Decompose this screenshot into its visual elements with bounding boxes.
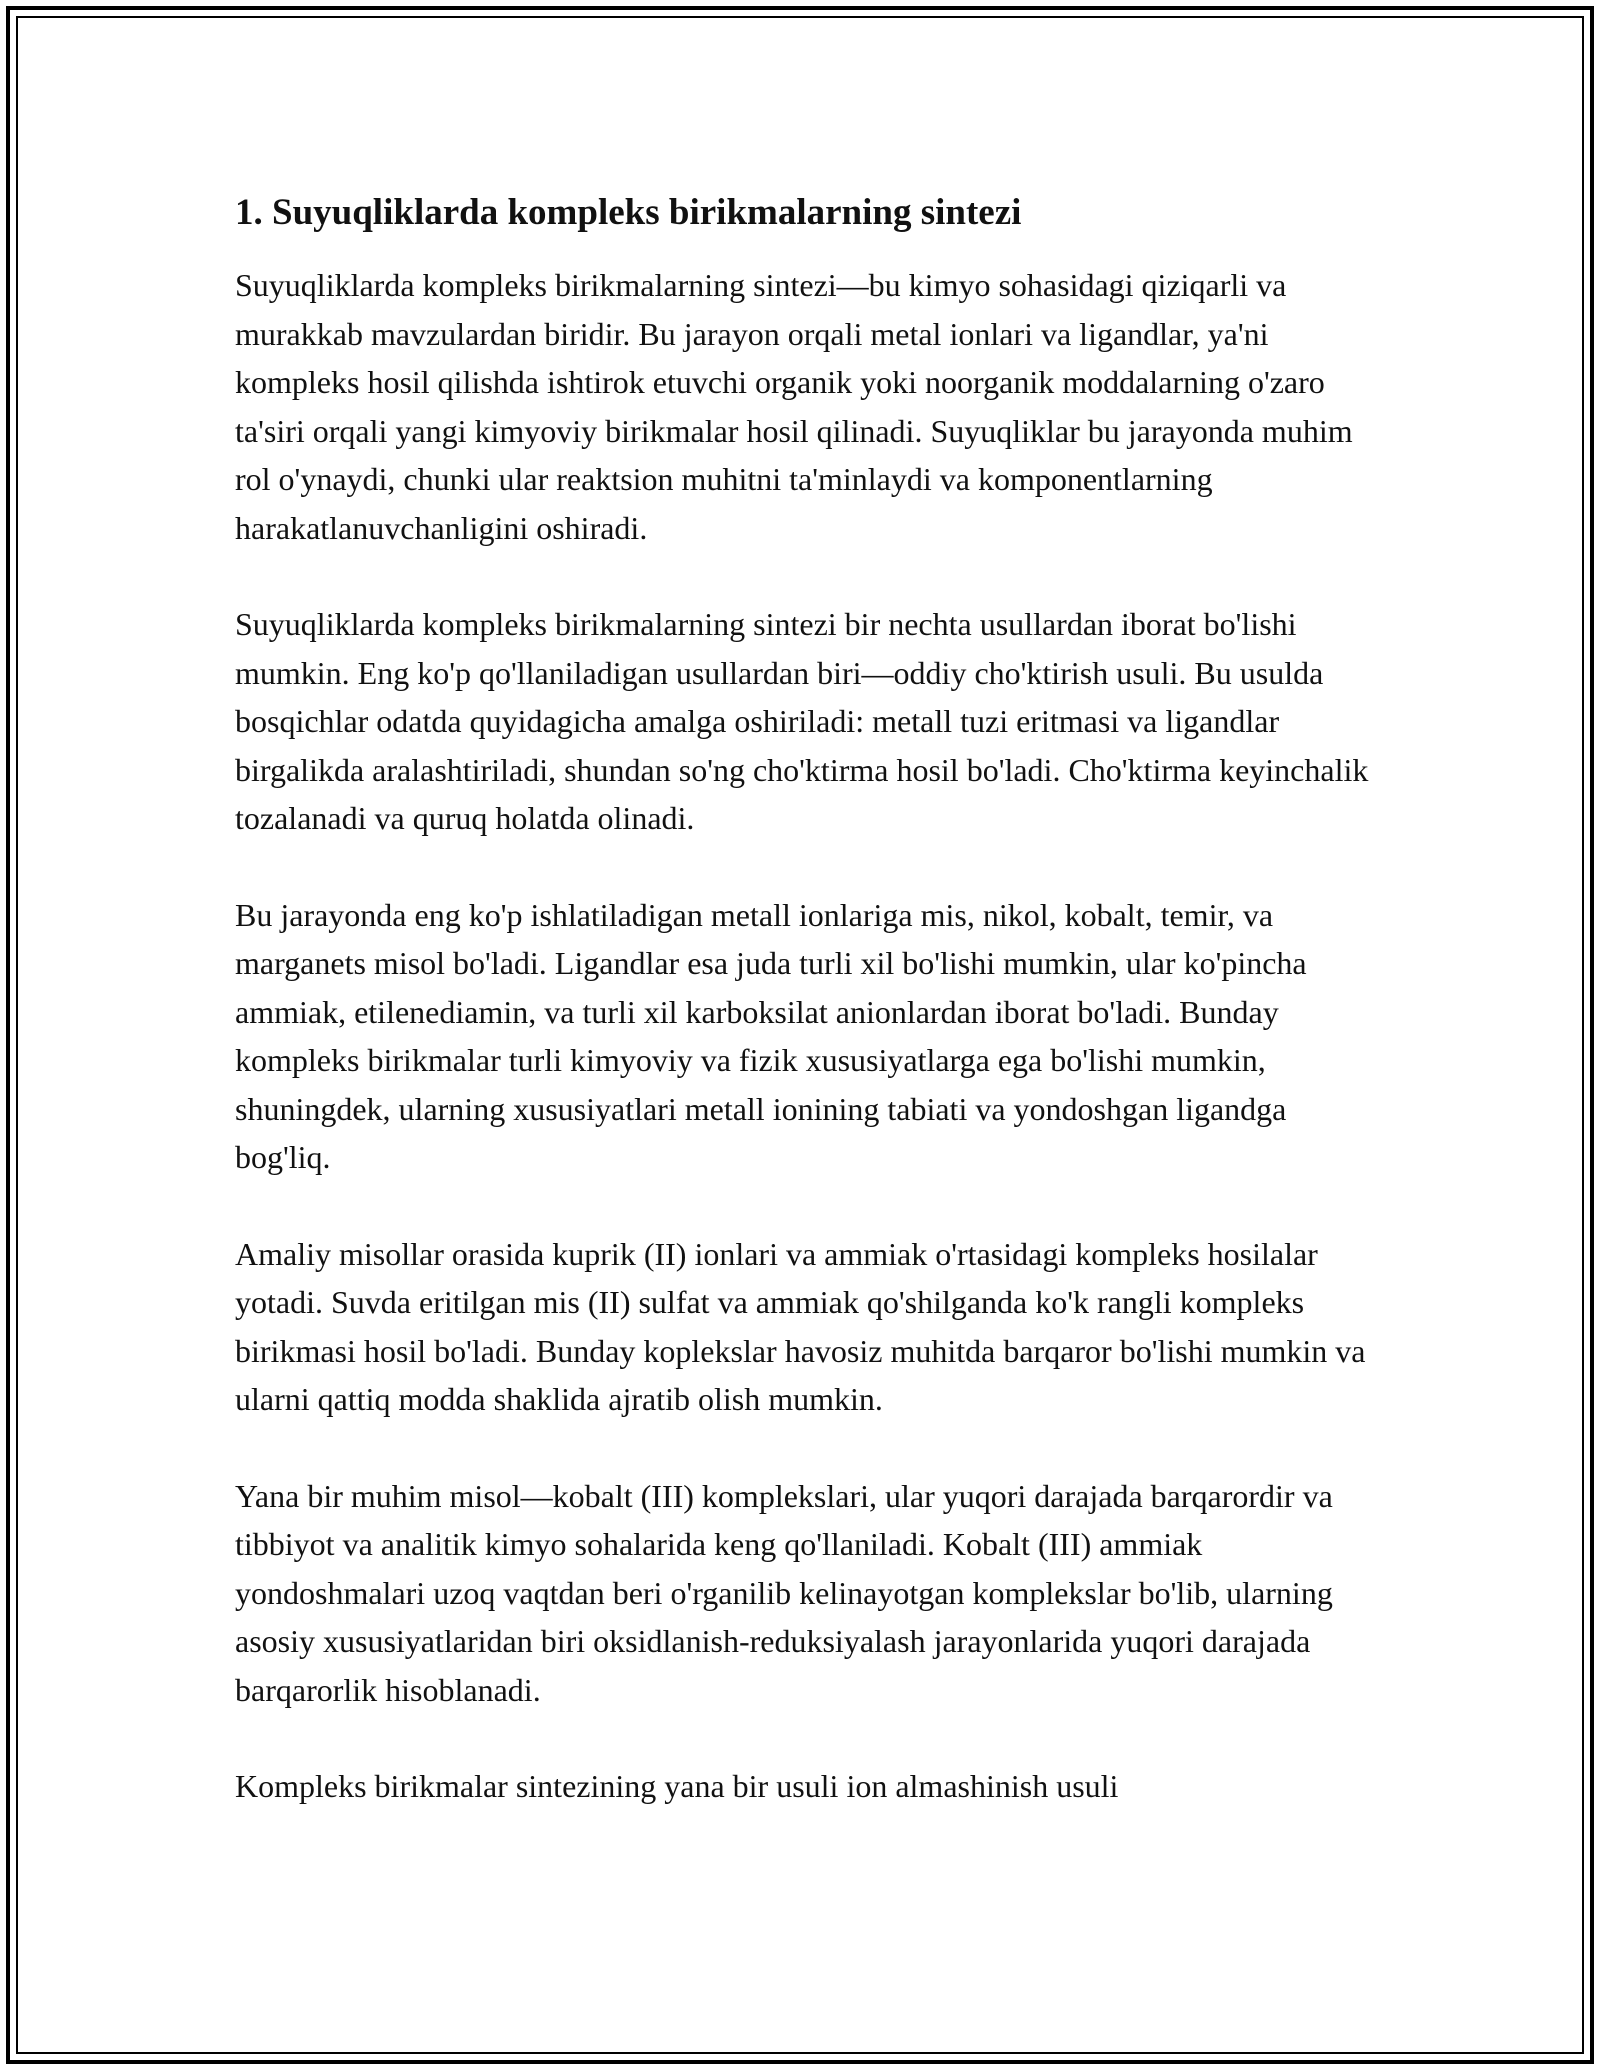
document-body [235,185,1370,1859]
section-title: 1. Suyuqliklarda kompleks birikmalarning sintezi [235,192,1022,233]
paragraph-1: Suyuqliklarda kompleks birikmalarning sintezi—bu kimyo sohasidagi qiziqarli va murakkab mavzulardan biridir. Bu jarayon orqali metal ionlari va ligandlar, ya'ni kompleks hosil qilishda ishtirok etuvchi organik yoki noorganik moddalarning o'zaro ta'siri orqali yangi kimyoviy birikmalar hosil qilinadi. Suyuqliklar bu jarayonda muhim rol o'ynaydi, chunki ular reaktsion muhitni ta'minlaydi va komponentlarning harakatlanuvchanligini oshiradi. [235,267,1353,546]
paragraph-4: Amaliy misollar orasida kuprik (II) ionlari va ammiak o'rtasidagi kompleks hosilalar yotadi. Suvda eritilgan mis (II) sulfat va ammiak qo'shilganda ko'k rangli kompleks birikmasi hosil bo'ladi. Bunday koplekslar havosiz muhitda barqaror bo'lishi mumkin va ularni qattiq modda shaklida ajratib olish mumkin. [235,1235,1366,1417]
paragraph-6: Kompleks birikmalar sintezining yana bir usuli ion almashinish usuli [235,1768,1119,1804]
paragraph-2: Suyuqliklarda kompleks birikmalarning sintezi bir nechta usullardan iborat bo'lishi mumkin. Eng ko'p qo'llaniladigan usullardan biri—oddiy cho'ktirish usuli. Bu usulda bosqichlar odatda quyidagicha amalga oshiriladi: metall tuzi eritmasi va ligandlar birgalikda aralashtiriladi, shundan so'ng cho'ktirma hosil bo'ladi. Cho'ktirma keyinchalik tozalanadi va quruq holatda olinadi. [235,606,1369,836]
paragraph-3: Bu jarayonda eng ko'p ishlatiladigan metall ionlariga mis, nikol, kobalt, temir, va marganets misol bo'ladi. Ligandlar esa juda turli xil bo'lishi mumkin, ular ko'pincha ammiak, etilenediamin, va turli xil karboksilat anionlardan iborat bo'ladi. Bunday kompleks birikmalar turli kimyoviy va fizik xususiyatlarga ega bo'lishi mumkin, shuningdek, ularning xususiyatlari metall ionining tabiati va yondoshgan ligandga bog'liq. [235,896,1307,1175]
paragraph-5: Yana bir muhim misol—kobalt (III) komplekslari, ular yuqori darajada barqarordir va tibbiyot va analitik kimyo sohalarida keng qo'llaniladi. Kobalt (III) ammiak yondoshmalari uzoq vaqtdan beri o'rganilib kelinayotgan komplekslar bo'lib, ularning asosiy xususiyatlaridan biri oksidlanish-reduksiyalash jarayonlarida yuqori darajada barqarorlik hisoblanadi. [235,1477,1333,1708]
